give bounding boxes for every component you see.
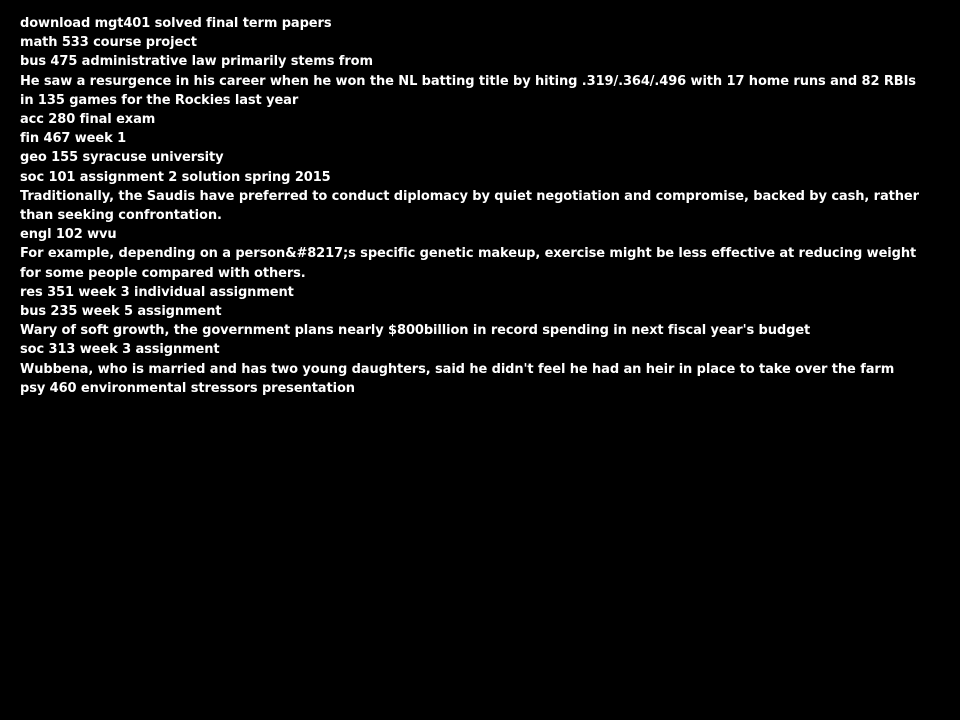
text-line: download mgt401 solved final term papers — [20, 16, 332, 31]
text-line: soc 101 assignment 2 solution spring 2015 — [20, 169, 331, 185]
text-line: Wubbena, who is married and has two young daughters, said he didn't feel he had an heir in place to take over the farm — [20, 361, 895, 377]
text-line: For example, depending on a person&#8217;s specific genetic makeup, exercise might be less effective at reducing weight for some people compared with others. — [20, 246, 917, 281]
text-line-list — [20, 14, 930, 398]
text-line: geo 155 syracuse university — [20, 150, 224, 166]
text-line: Traditionally, the Saudis have preferred to conduct diplomacy by quiet negotiation and compromise, backed by cash, rather than seeking confrontation. — [20, 188, 919, 224]
text-line: math 533 course project — [20, 35, 197, 51]
text-line: psy 460 environmental stressors presentation — [20, 380, 355, 396]
text-line: bus 475 administrative law primarily stems from — [20, 54, 373, 70]
text-line: res 351 week 3 individual assignment — [20, 284, 294, 300]
text-line: acc 280 final exam — [20, 112, 156, 128]
text-line: bus 235 week 5 assignment — [20, 304, 222, 320]
text-line: engl 102 wvu — [20, 227, 117, 243]
text-line: Wary of soft growth, the government plans nearly $800billion in record spending in next fiscal year's budget — [20, 323, 811, 339]
text-line: fin 467 week 1 — [20, 131, 127, 147]
text-line: He saw a resurgence in his career when he won the NL batting title by hiting .319/.364/.496 with 17 home runs and 82 RBIs in 135 games for the Rockies last year — [20, 73, 916, 108]
text-line: soc 313 week 3 assignment — [20, 342, 220, 358]
